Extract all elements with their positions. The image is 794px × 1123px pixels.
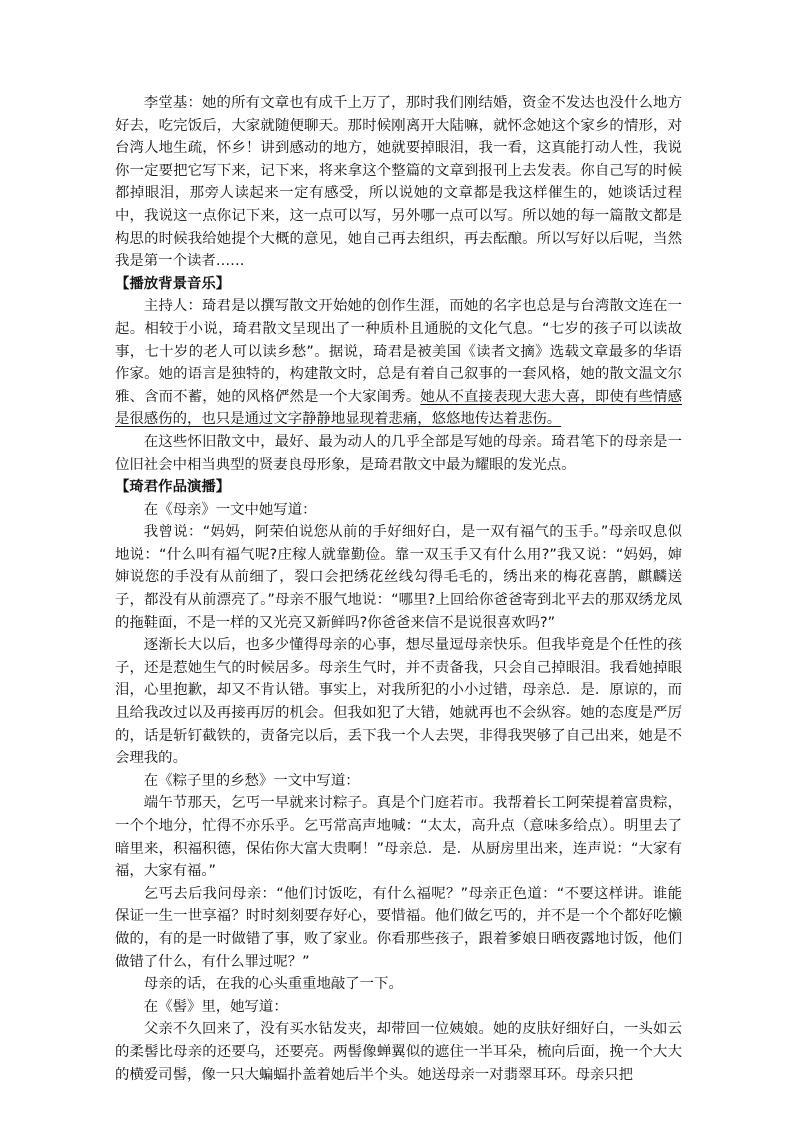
host-text: 主持人：琦君是以撰写散文开始她的创作生涯，而她的名字也总是与台湾散文连在一 起。相较于小说，琦君散文呈现出了一种质朴且通脱的文化气息。“七岁的孩子可以读故事，七十岁的老人可以读乡愁”。据说，琦君是被美国《读者文摘》选载文章最多的华语作家。她的语言是独特的，构建散文时，总是有着自己叙事的一套风格，她的散文温文尔雅、含而不蓄，她的风格俨然是一个大家闺秀。 xyxy=(115,298,697,405)
paragraph-li-tangji: 李堂基：她的所有文章也有成千上万了，那时我们刚结婚，资金不发达也没什么地方好去，吃完饭后，大家就随便聊天。那时候刚离开大陆嘛，就怀念她这个家乡的情形，对台湾人地生疏，怀乡！讲到感动的地方，她就要掉眼泪，我一看，这真能打动人性，我说你一定要把它写下来，记下来，将来拿这个整篇的文章到报刊上去发表。你自己写的时候都掉眼泪，那旁人读起来一定有感受，所以说她的文章都是我这样催生的，她谈话过程中，我说这一点你记下来，这一点可以写，另外哪一点可以写。所以她的每一篇散文都是构思的时候我给她提个大概的意见，她自己再去组织，再去酝酿。所以写好以后呢，当然我是第一个读者…… xyxy=(115,95,682,270)
paragraph-bun-intro: 在《髻》里，她写道： xyxy=(143,998,288,1015)
paragraph-growing-up: 逐渐长大以后，也多少懂得母亲的心事，想尽量逗母亲快乐。但我毕竟是个任性的孩子，还是惹她生气的时候居多。母亲生气时，并不责备我，只会自己掉眼泪。我看她掉眼泪，心里抱歉，却又不肯认错。事实上，对我所犯的小小过错，母亲总．是．原谅的，而且给我改过以及再接再厉的机会。但我如犯了大错，她就再也不会纵容。她的态度是严厉的，话是斩钉截铁的，责备完以后，丢下我一个人去哭，非得我哭够了自己出来，她是不会理我的。 xyxy=(115,637,682,767)
paragraph-beggars: 乞丐去后我问母亲：“他们讨饭吃，有什么福呢？”母亲正色道：“不要这样讲。谁能保证一生一世享福？时时刻刻要存好心，要惜福。他们做乞丐的，并不是一个个都好吃懒做的，有的是一时做错了事，败了家业。你看那些孩子，跟着爹娘日晒夜露地讨饭，他们做错了什么，有什么罪过呢？” xyxy=(115,885,682,970)
paragraph-zongzi-intro: 在《粽子里的乡愁》一文中写道： xyxy=(143,772,360,789)
paragraph-mother-words: 母亲的话，在我的心头重重地敲了一下。 xyxy=(143,976,403,993)
paragraph-dragon-boat: 端午节那天，乞丐一早就来讨粽子。真是个门庭若市。我帮着长工阿荣提着富贵粽，一个个地分，忙得不亦乐乎。乞丐常高声地喊：“太太，高升点（意味多给点）。明里去了暗里来，积福积德，保佑你大富大贵啊！”母亲总．是．从厨房里出来，连声说：“大家有福，大家有福。” xyxy=(115,795,682,880)
document-page xyxy=(115,92,697,1086)
section-heading-reading: 【琦君作品演播】 xyxy=(115,479,231,496)
section-heading-background-music: 【播放背景音乐】 xyxy=(115,275,231,292)
paragraph-host xyxy=(115,295,697,431)
underlined-sentence: 她从不直接表现大悲大喜，即使有些情感是很感伤的，也只是通过文字静静地显现着悲痛，悠悠地传达着悲伤。 xyxy=(115,388,682,428)
paragraph-mother-intro: 在这些怀旧散文中，最好、最为动人的几乎全部是写她的母亲。琦君笔下的母亲是一位旧社会中相当典型的贤妻良母形象，是琦君散文中最为耀眼的发光点。 xyxy=(115,433,682,473)
paragraph-concubine: 父亲不久回来了，没有买水钻发夹，却带回一位姨娘。她的皮肤好细好白，一头如云的柔髻比母亲的还要乌，还要亮。两髻像蝉翼似的遮住一半耳朵，梳向后面，挽一个大大的横爱司髻，像一只大蝙蝠扑盖着她后半个头。她送母亲一对翡翠耳环。母亲只把 xyxy=(115,1021,682,1083)
paragraph-jade-hands: 我曾说：“妈妈，阿荣伯说您从前的手好细好白，是一双有福气的玉手。”母亲叹息似地说：“什么叫有福气呢?庄稼人就靠勤俭。靠一双玉手又有什么用?”我又说：“妈妈，婶婶说您的手没有从前细了，裂口会把绣花丝线勾得毛毛的，绣出来的梅花喜鹊，麒麟送子，都没有从前漂亮了。”母亲不服气地说：“哪里?上回给你爸爸寄到北平去的那双绣龙凤的拖鞋面，不是一样的又光亮又新鲜吗?你爸爸来信不是说很喜欢吗?” xyxy=(115,524,682,631)
paragraph-mother-essay-intro: 在《母亲》一文中她写道： xyxy=(143,501,317,518)
